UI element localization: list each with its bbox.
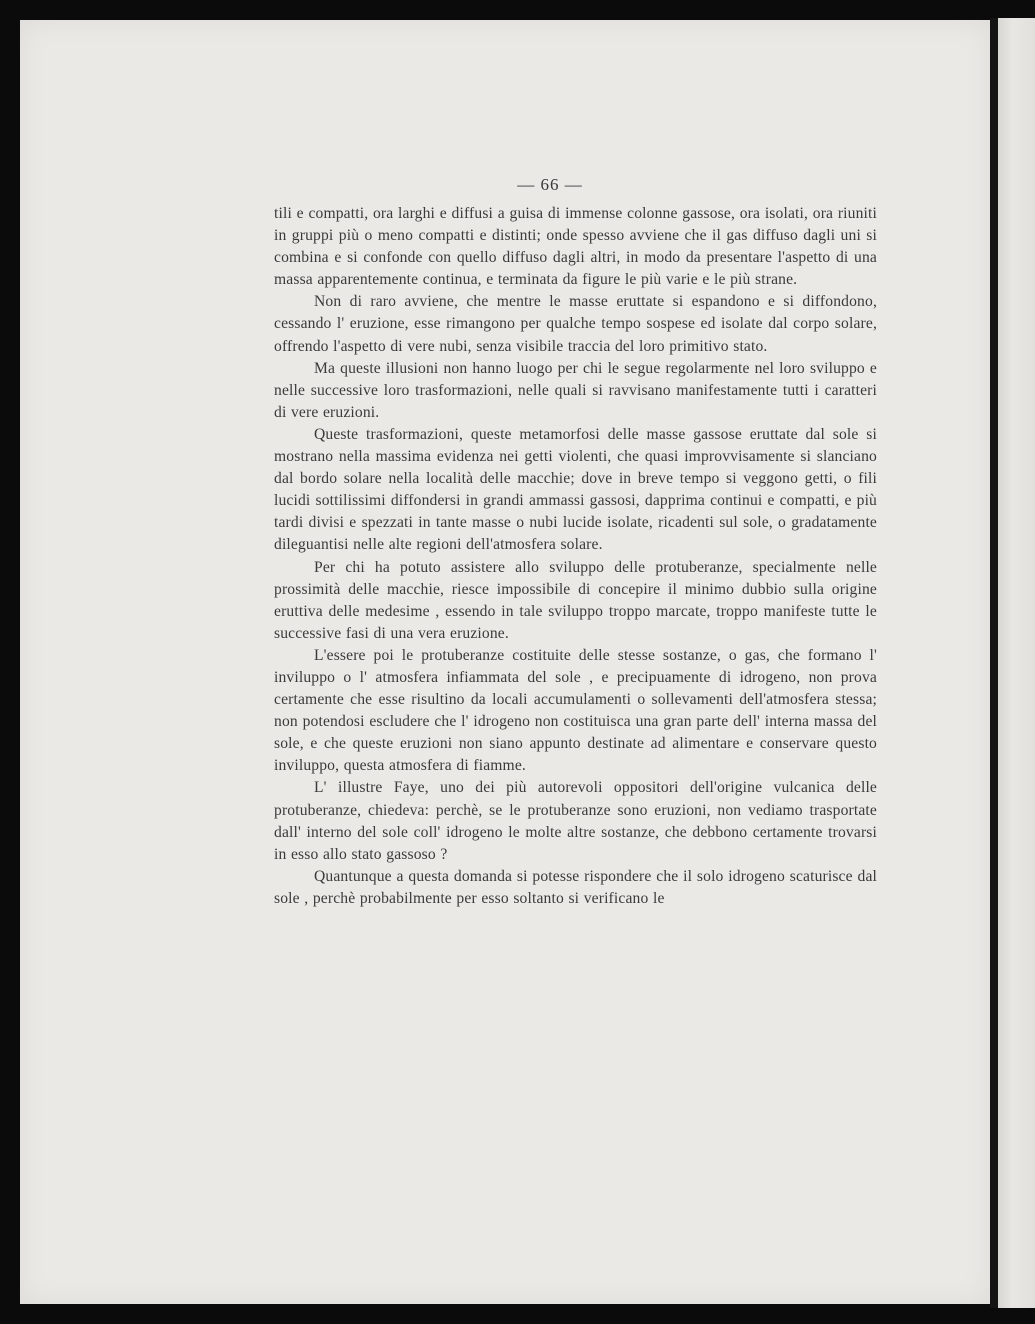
paragraph: Quantunque a questa domanda si potesse rispondere che il solo idrogeno scaturisce dal sole , perchè probabilmente per esso soltanto si verificano le <box>274 867 877 907</box>
paragraph: Queste trasformazioni, queste metamorfosi delle masse gassose eruttate dal sole si mostrano nella massima evidenza nei getti violenti, che quasi improvvisamente si slanciano dal bordo solare nella località delle macchie; dove in breve tempo si veggono getti, o fili lucidi sottilissimi diffondersi in grandi ammassi gassosi, dapprima continui e compatti, e più tardi divisi e spezzati in tante masse o nubi lucide isolate, ricadenti sul sole, o gradatamente dileguantisi nelle alte regioni dell'atmosfera solare. <box>274 425 877 554</box>
page-gutter <box>990 18 998 1308</box>
paragraph: Non di raro avviene, che mentre le masse eruttate si espandono e si diffondono, cessando l' eruzione, esse rimangono per qualche tempo sospese ed isolate dal corpo solare, offrendo l'aspetto di vere nubi, senza visibile traccia del loro primitivo stato. <box>274 293 877 355</box>
page-number: — 66 — <box>517 175 583 194</box>
paragraph: Ma queste illusioni non hanno luogo per chi le segue regolarmente nel loro sviluppo e nelle successive loro trasformazioni, nelle quali si ravvisano manifestamente tutti i caratteri di vere eruzioni. <box>274 359 877 421</box>
body-text <box>274 203 877 910</box>
paragraph: L' illustre Faye, uno dei più autorevoli oppositori dell'origine vulcanica delle protuberanze, chiedeva: perchè, se le protuberanze sono eruzioni, non vediamo trasportate dall' interno del sole coll' idrogeno le molte altre sostanze, che debbono certamente trovarsi in esso allo stato gassoso ? <box>274 779 877 863</box>
facing-page-edge <box>998 18 1035 1308</box>
paragraph: L'essere poi le protuberanze costituite delle stesse sostanze, o gas, che formano l' inviluppo o l' atmosfera infiammata del sole , e precipuamente di idrogeno, non prova certamente che esse risultino da locali accumulamenti o sollevamenti dell'atmosfera stessa; non potendosi escludere che l' idrogeno non costituisca una gran parte dell' interna massa del sole, e che queste eruzioni non siano appunto destinate ad alimentare e conservare questo inviluppo, questa atmosfera di fiamme. <box>274 646 877 775</box>
paragraph: Per chi ha potuto assistere allo sviluppo delle protuberanze, specialmente nelle prossimità delle macchie, riesce impossibile di concepire il minimo dubbio sulla origine eruttiva delle medesime , essendo in tale sviluppo troppo marcate, troppo manifeste tutte le successive fasi di una vera eruzione. <box>274 558 877 642</box>
paragraph: tili e compatti, ora larghi e diffusi a guisa di immense colonne gassose, ora isolati, ora riuniti in gruppi più o meno compatti e distinti; onde spesso avviene che il gas diffuso dagli uni si combina e si confonde con quello diffuso dagli altri, in modo da presentare l'aspetto di una massa apparentemente continua, e terminata da figure le più varie e le più strane. <box>274 205 877 289</box>
